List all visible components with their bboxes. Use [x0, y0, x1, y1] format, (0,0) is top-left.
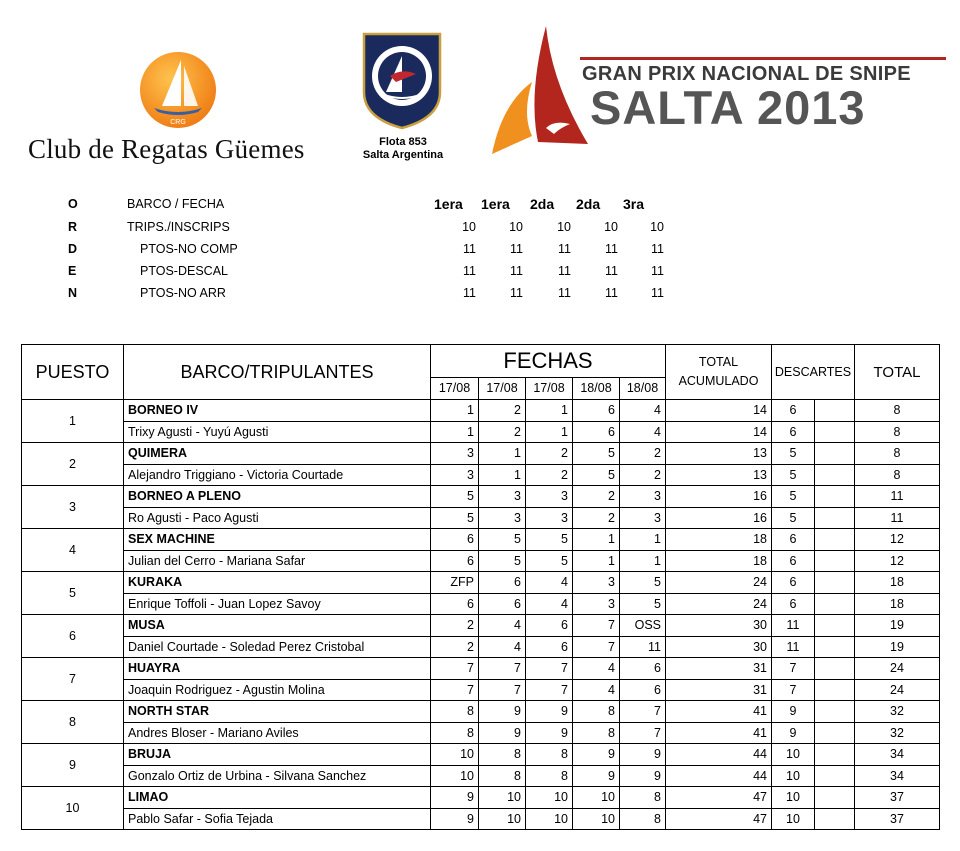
race-score: 6	[431, 550, 479, 572]
crew-names: Joaquin Rodriguez - Agustin Molina	[124, 679, 431, 701]
total-value: 19	[855, 615, 940, 637]
empty-cell	[815, 765, 855, 787]
race-score: 6	[526, 615, 573, 637]
legend-letter: R	[68, 220, 78, 234]
empty-cell	[815, 744, 855, 766]
legend-label: PTOS-DESCAL	[140, 264, 228, 278]
empty-cell	[815, 808, 855, 830]
club-logo-text: CRG	[170, 119, 186, 126]
flota-caption	[348, 136, 458, 162]
race-score: 8	[573, 701, 620, 723]
col-header-date: 17/08	[526, 377, 573, 399]
results-body	[22, 400, 940, 830]
flota-location: Salta Argentina	[362, 149, 444, 161]
legend-value: 11	[558, 242, 571, 256]
race-score: 1	[620, 550, 666, 572]
race-score: 7	[479, 658, 526, 680]
position-cell: 6	[22, 615, 124, 658]
boat-name: MUSA	[124, 615, 431, 637]
empty-cell	[815, 529, 855, 551]
boat-name: BRUJA	[124, 744, 431, 766]
descartes-value: 9	[772, 701, 815, 723]
race-score: 7	[620, 701, 666, 723]
race-score: 1	[431, 400, 479, 422]
table-row	[22, 464, 940, 486]
boat-name: LIMAO	[124, 787, 431, 809]
legend-value: 10	[650, 220, 664, 234]
race-score: 7	[431, 658, 479, 680]
race-score: 8	[479, 765, 526, 787]
race-score: 6	[479, 572, 526, 594]
race-score: 10	[479, 808, 526, 830]
descartes-value: 6	[772, 529, 815, 551]
race-score: 7	[526, 679, 573, 701]
total-acumulado: 18	[666, 550, 772, 572]
race-score: 5	[431, 486, 479, 508]
race-score: 3	[431, 464, 479, 486]
boat-name: BORNEO IV	[124, 400, 431, 422]
empty-cell	[815, 507, 855, 529]
total-acumulado: 41	[666, 722, 772, 744]
race-score: 1	[573, 550, 620, 572]
race-score: 5	[526, 529, 573, 551]
race-score: 5	[526, 550, 573, 572]
legend-value: 11	[605, 264, 618, 278]
legend-value: 11	[510, 242, 523, 256]
race-score: 5	[620, 593, 666, 615]
col-header-total: TOTAL	[855, 345, 940, 400]
race-score: 10	[526, 808, 573, 830]
total-value: 8	[855, 443, 940, 465]
total-acumulado: 24	[666, 593, 772, 615]
race-score: 10	[431, 765, 479, 787]
crew-names: Enrique Toffoli - Juan Lopez Savoy	[124, 593, 431, 615]
total-acumulado: 16	[666, 507, 772, 529]
position-cell: 10	[22, 787, 124, 830]
race-score: 9	[620, 765, 666, 787]
race-score: 2	[526, 464, 573, 486]
position-cell: 4	[22, 529, 124, 572]
event-title: GRAN PRIX NACIONAL DE SNIPE	[582, 63, 911, 85]
col-header-total-acumulado-line1: TOTAL	[698, 355, 739, 369]
descartes-value: 10	[772, 765, 815, 787]
race-score: 9	[479, 722, 526, 744]
empty-cell	[815, 636, 855, 658]
empty-cell	[815, 572, 855, 594]
descartes-value: 5	[772, 507, 815, 529]
race-score: 5	[620, 572, 666, 594]
total-acumulado: 47	[666, 787, 772, 809]
col-header-date: 18/08	[620, 377, 666, 399]
descartes-value: 7	[772, 658, 815, 680]
legend-value: 10	[462, 220, 476, 234]
race-score: 5	[573, 443, 620, 465]
legend-value: 11	[558, 264, 571, 278]
total-acumulado: 30	[666, 615, 772, 637]
col-header-date: 17/08	[431, 377, 479, 399]
total-value: 8	[855, 464, 940, 486]
total-acumulado: 47	[666, 808, 772, 830]
total-value: 32	[855, 722, 940, 744]
col-header-total-acumulado-line2: ACUMULADO	[678, 374, 759, 388]
crew-names: Ro Agusti - Paco Agusti	[124, 507, 431, 529]
race-score: 8	[431, 701, 479, 723]
table-row	[22, 550, 940, 572]
descartes-value: 10	[772, 787, 815, 809]
empty-cell	[815, 701, 855, 723]
legend-value: 11	[558, 286, 571, 300]
total-value: 8	[855, 400, 940, 422]
legend-value: 11	[605, 242, 618, 256]
descartes-value: 5	[772, 464, 815, 486]
descartes-value: 11	[772, 636, 815, 658]
club-name: Club de Regatas Güemes	[28, 134, 305, 164]
results-table	[21, 344, 940, 830]
race-score: 4	[479, 636, 526, 658]
snipe-class-logo	[360, 30, 444, 130]
race-score: 1	[479, 443, 526, 465]
legend-value: 10	[509, 220, 523, 234]
descartes-value: 6	[772, 593, 815, 615]
total-value: 34	[855, 765, 940, 787]
descartes-value: 5	[772, 443, 815, 465]
legend-race-header: 1era	[481, 196, 510, 212]
table-row	[22, 400, 940, 422]
race-score: 4	[573, 658, 620, 680]
legend-letter: D	[68, 242, 78, 256]
legend-value: 11	[605, 286, 618, 300]
race-score: 3	[620, 486, 666, 508]
total-value: 37	[855, 808, 940, 830]
race-score: 4	[620, 421, 666, 443]
legend-letter: E	[68, 264, 77, 278]
race-score: 1	[526, 400, 573, 422]
legend-letter: N	[68, 286, 78, 300]
boat-name: HUAYRA	[124, 658, 431, 680]
race-score: 4	[526, 572, 573, 594]
col-header-puesto: PUESTO	[22, 345, 124, 400]
col-header-fechas: FECHAS	[431, 345, 666, 378]
empty-cell	[815, 593, 855, 615]
descartes-value: 6	[772, 572, 815, 594]
race-score: 9	[526, 701, 573, 723]
race-score: 8	[620, 787, 666, 809]
boat-name: BORNEO A PLENO	[124, 486, 431, 508]
race-score: 7	[573, 615, 620, 637]
race-score: 4	[526, 593, 573, 615]
race-score: 6	[479, 593, 526, 615]
flota-number: Flota 853	[379, 136, 427, 148]
legend-value: 11	[651, 286, 664, 300]
total-value: 19	[855, 636, 940, 658]
total-value: 37	[855, 787, 940, 809]
race-score: 9	[573, 744, 620, 766]
event-name: SALTA 2013	[590, 81, 866, 134]
empty-cell	[815, 550, 855, 572]
crew-names: Trixy Agusti - Yuyú Agusti	[124, 421, 431, 443]
total-acumulado: 13	[666, 464, 772, 486]
race-score: 2	[526, 443, 573, 465]
race-score: 8	[431, 722, 479, 744]
descartes-value: 6	[772, 400, 815, 422]
event-title-rule	[580, 57, 946, 60]
col-header-total-acumulado	[666, 345, 772, 400]
legend-value: 11	[510, 286, 523, 300]
crew-names: Andres Bloser - Mariano Aviles	[124, 722, 431, 744]
total-value: 11	[855, 486, 940, 508]
race-score: OSS	[620, 615, 666, 637]
race-score: 6	[573, 421, 620, 443]
empty-cell	[815, 464, 855, 486]
race-score: 3	[479, 507, 526, 529]
legend-letter: O	[68, 197, 78, 211]
legend-value: 11	[463, 286, 476, 300]
table-row	[22, 572, 940, 594]
club-logo	[138, 50, 218, 130]
race-score: 6	[431, 593, 479, 615]
crew-names: Alejandro Triggiano - Victoria Courtade	[124, 464, 431, 486]
boat-name: NORTH STAR	[124, 701, 431, 723]
legend-race-header: 3ra	[623, 196, 645, 212]
total-value: 24	[855, 679, 940, 701]
legend-value: 10	[557, 220, 571, 234]
crew-names: Daniel Courtade - Soledad Perez Cristobal	[124, 636, 431, 658]
descartes-value: 6	[772, 550, 815, 572]
boat-name: KURAKA	[124, 572, 431, 594]
race-score: 3	[620, 507, 666, 529]
legend-value: 11	[463, 242, 476, 256]
race-score: 8	[526, 765, 573, 787]
descartes-value: 10	[772, 744, 815, 766]
table-row	[22, 443, 940, 465]
total-acumulado: 24	[666, 572, 772, 594]
table-row	[22, 765, 940, 787]
crew-names: Gonzalo Ortiz de Urbina - Silvana Sanchez	[124, 765, 431, 787]
race-score: 7	[620, 722, 666, 744]
total-value: 12	[855, 529, 940, 551]
empty-cell	[815, 486, 855, 508]
race-score: 2	[431, 636, 479, 658]
race-score: 10	[526, 787, 573, 809]
race-score: 11	[620, 636, 666, 658]
race-score: 2	[479, 421, 526, 443]
total-value: 32	[855, 701, 940, 723]
race-score: 6	[573, 400, 620, 422]
race-score: 3	[573, 572, 620, 594]
empty-cell	[815, 722, 855, 744]
race-score: 5	[573, 464, 620, 486]
race-score: 6	[526, 636, 573, 658]
race-score: 7	[573, 636, 620, 658]
race-score: 8	[526, 744, 573, 766]
legend-label: TRIPS./INSCRIPS	[127, 220, 230, 234]
race-score: 9	[431, 787, 479, 809]
race-score: 4	[620, 400, 666, 422]
position-cell: 3	[22, 486, 124, 529]
legend-label: PTOS-NO COMP	[140, 242, 238, 256]
legend-value: 11	[463, 264, 476, 278]
total-value: 34	[855, 744, 940, 766]
total-acumulado: 44	[666, 744, 772, 766]
total-acumulado: 14	[666, 421, 772, 443]
crew-names: Julian del Cerro - Mariana Safar	[124, 550, 431, 572]
col-header-date: 17/08	[479, 377, 526, 399]
descartes-value: 7	[772, 679, 815, 701]
total-acumulado: 31	[666, 658, 772, 680]
position-cell: 1	[22, 400, 124, 443]
race-score: 3	[526, 507, 573, 529]
race-score: 1	[526, 421, 573, 443]
position-cell: 8	[22, 701, 124, 744]
legend-value: 11	[651, 264, 664, 278]
table-row	[22, 701, 940, 723]
descartes-value: 9	[772, 722, 815, 744]
legend-value: 11	[510, 264, 523, 278]
col-header-barco: BARCO/TRIPULANTES	[124, 345, 431, 400]
table-row	[22, 507, 940, 529]
race-score: 2	[573, 486, 620, 508]
race-score: 9	[526, 722, 573, 744]
empty-cell	[815, 679, 855, 701]
race-score: 1	[431, 421, 479, 443]
race-score: 10	[573, 787, 620, 809]
descartes-value: 5	[772, 486, 815, 508]
race-score: 1	[573, 529, 620, 551]
legend-race-header: 1era	[434, 196, 463, 212]
position-cell: 7	[22, 658, 124, 701]
table-row	[22, 421, 940, 443]
total-acumulado: 31	[666, 679, 772, 701]
race-score: 3	[573, 593, 620, 615]
race-score: 9	[431, 808, 479, 830]
col-header-descartes: DESCARTES	[772, 345, 855, 400]
race-score: 7	[526, 658, 573, 680]
table-row	[22, 593, 940, 615]
table-row	[22, 744, 940, 766]
race-score: ZFP	[431, 572, 479, 594]
race-score: 7	[431, 679, 479, 701]
total-value: 12	[855, 550, 940, 572]
table-row	[22, 808, 940, 830]
race-score: 8	[620, 808, 666, 830]
table-row	[22, 679, 940, 701]
table-row	[22, 486, 940, 508]
race-score: 9	[479, 701, 526, 723]
table-row	[22, 722, 940, 744]
empty-cell	[815, 615, 855, 637]
empty-cell	[815, 421, 855, 443]
boat-name: SEX MACHINE	[124, 529, 431, 551]
empty-cell	[815, 787, 855, 809]
race-score: 6	[431, 529, 479, 551]
race-score: 9	[620, 744, 666, 766]
race-score: 4	[479, 615, 526, 637]
table-row	[22, 615, 940, 637]
table-row	[22, 529, 940, 551]
legend-value: 11	[651, 242, 664, 256]
empty-cell	[815, 443, 855, 465]
race-score: 6	[620, 658, 666, 680]
race-score: 10	[431, 744, 479, 766]
descartes-value: 6	[772, 421, 815, 443]
boat-name: QUIMERA	[124, 443, 431, 465]
empty-cell	[815, 400, 855, 422]
race-score: 2	[431, 615, 479, 637]
descartes-value: 10	[772, 808, 815, 830]
total-value: 18	[855, 593, 940, 615]
race-score: 5	[479, 550, 526, 572]
race-score: 10	[479, 787, 526, 809]
total-value: 24	[855, 658, 940, 680]
descartes-value: 11	[772, 615, 815, 637]
table-row	[22, 636, 940, 658]
race-score: 4	[573, 679, 620, 701]
position-cell: 9	[22, 744, 124, 787]
race-score: 5	[431, 507, 479, 529]
crew-names: Pablo Safar - Sofia Tejada	[124, 808, 431, 830]
total-value: 18	[855, 572, 940, 594]
race-score: 3	[479, 486, 526, 508]
empty-cell	[815, 658, 855, 680]
legend-label: PTOS-NO ARR	[140, 286, 226, 300]
position-cell: 2	[22, 443, 124, 486]
total-value: 8	[855, 421, 940, 443]
total-acumulado: 14	[666, 400, 772, 422]
race-score: 6	[620, 679, 666, 701]
race-score: 8	[479, 744, 526, 766]
race-score: 9	[573, 765, 620, 787]
race-score: 2	[620, 443, 666, 465]
race-score: 8	[573, 722, 620, 744]
total-value: 11	[855, 507, 940, 529]
total-acumulado: 16	[666, 486, 772, 508]
race-score: 10	[573, 808, 620, 830]
total-acumulado: 30	[666, 636, 772, 658]
table-row	[22, 787, 940, 809]
race-score: 5	[479, 529, 526, 551]
race-score: 7	[479, 679, 526, 701]
legend-label: BARCO / FECHA	[127, 197, 225, 211]
table-row	[22, 658, 940, 680]
race-score: 3	[526, 486, 573, 508]
race-score: 1	[479, 464, 526, 486]
legend-race-header: 2da	[530, 196, 555, 212]
race-score: 2	[573, 507, 620, 529]
total-acumulado: 13	[666, 443, 772, 465]
col-header-date: 18/08	[573, 377, 620, 399]
legend-race-header: 2da	[576, 196, 601, 212]
total-acumulado: 44	[666, 765, 772, 787]
race-score: 2	[479, 400, 526, 422]
race-score: 2	[620, 464, 666, 486]
position-cell: 5	[22, 572, 124, 615]
race-score: 3	[431, 443, 479, 465]
race-score: 1	[620, 529, 666, 551]
legend-value: 10	[604, 220, 618, 234]
total-acumulado: 41	[666, 701, 772, 723]
total-acumulado: 18	[666, 529, 772, 551]
